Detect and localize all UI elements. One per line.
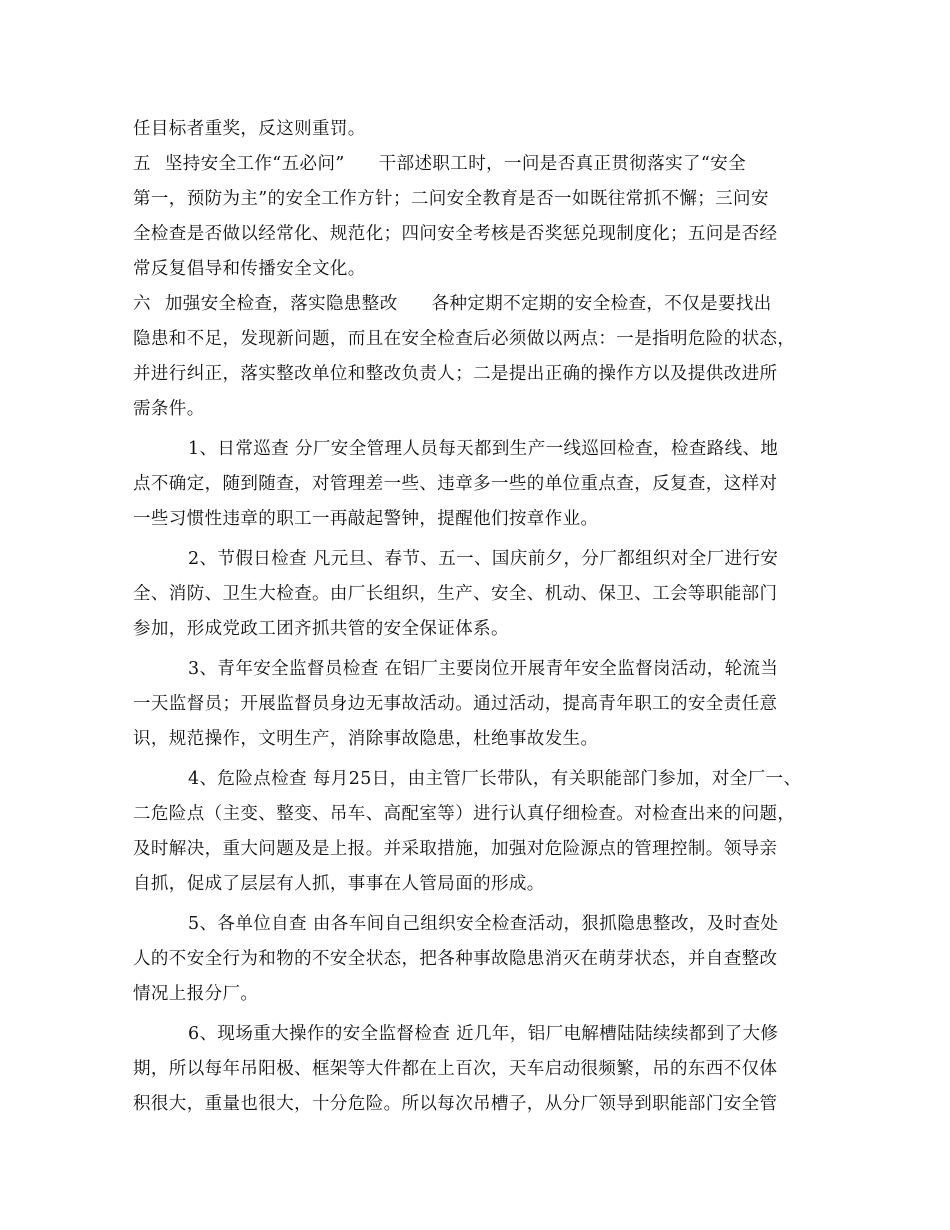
text-line: 需条件。: [133, 399, 205, 419]
text-line: 一些习惯性违章的职工一再敲起警钟，提醒他们按章作业。: [133, 509, 599, 529]
section-title: 加强安全检查，落实隐患整改: [164, 294, 398, 314]
text-line: 干部述职工时，一问是否真正贯彻落实了“安全: [378, 154, 747, 174]
section-heading-5: [133, 154, 746, 174]
text-line: 隐患和不足，发现新问题，而且在安全检查后必须做以两点：一是指明危险的状态，: [133, 329, 796, 349]
paragraph-line: 5、各单位自查 由各车间自己组织安全检查活动，狠抓隐患整改，及时查处: [188, 914, 779, 934]
text-line: 及时解决，重大问题及是上报。并采取措施，加强对危险源点的管理控制。领导亲: [133, 839, 778, 859]
text-line: 参加，形成党政工团齐抓共管的安全保证体系。: [133, 619, 509, 639]
text-line: 一天监督员；开展监督员身边无事故活动。通过活动，提高青年职工的安全责任意: [133, 694, 778, 714]
text-line: 第一，预防为主”的安全工作方针；二问安全教育是否一如既往常抓不懈；三问安: [133, 189, 769, 209]
section-title: 坚持安全工作“五必问”: [164, 154, 345, 174]
text-line: 人的不安全行为和物的不安全状态，把各种事故隐患消灭在萌芽状态，并自查整改: [133, 949, 778, 969]
section-heading-6: [133, 294, 772, 314]
text-line: 任目标者重奖，反这则重罚。: [133, 119, 366, 139]
paragraph-line: 6、现场重大操作的安全监督检查 近几年，铝厂电解槽陆陆续续都到了大修: [188, 1024, 779, 1044]
section-number: 六: [133, 294, 151, 314]
text-line: 常反复倡导和传播安全文化。: [133, 259, 366, 279]
paragraph-line: 1、日常巡查 分厂安全管理人员每天都到生产一线巡回检查，检查路线、地: [188, 439, 779, 459]
text-line: 识，规范操作，文明生产，消除事故隐患，杜绝事故发生。: [133, 729, 599, 749]
paragraph-line: 4、危险点检查 每月25日，由主管厂长带队，有关职能部门参加，对全厂一、: [188, 769, 802, 789]
text-line: 全检查是否做以经常化、规范化；四问安全考核是否奖惩兑现制度化；五问是否经: [133, 224, 778, 244]
text-line: 二危险点（主变、整变、吊车、高配室等）进行认真仔细检查。对检查出来的问题，: [133, 804, 796, 824]
text-line: 各种定期不定期的安全检查，不仅是要找出: [431, 294, 772, 314]
paragraph-line: 3、青年安全监督员检查 在铝厂主要岗位开展青年安全监督岗活动，轮流当: [188, 659, 779, 679]
paragraph-line: 2、节假日检查 凡元旦、春节、五一、国庆前夕，分厂都组织对全厂进行安: [188, 549, 779, 569]
text-line: 期，所以每年吊阳极、框架等大件都在上百次，天车启动很频繁，吊的东西不仅体: [133, 1059, 778, 1079]
text-line: 并进行纠正，落实整改单位和整改负责人；二是提出正确的操作方以及提供改进所: [133, 364, 778, 384]
text-line: 点不确定，随到随查，对管理差一些、违章多一些的单位重点查，反复查，这样对: [133, 474, 778, 494]
text-line: 积很大，重量也很大，十分危险。所以每次吊槽子，从分厂领导到职能部门安全管: [133, 1094, 778, 1114]
text-line: 情况上报分厂。: [133, 984, 259, 1004]
text-line: 全、消防、卫生大检查。由厂长组织，生产、安全、机动、保卫、工会等职能部门: [133, 584, 778, 604]
section-number: 五: [133, 154, 151, 174]
text-line: 自抓，促成了层层有人抓，事事在人管局面的形成。: [133, 874, 545, 894]
